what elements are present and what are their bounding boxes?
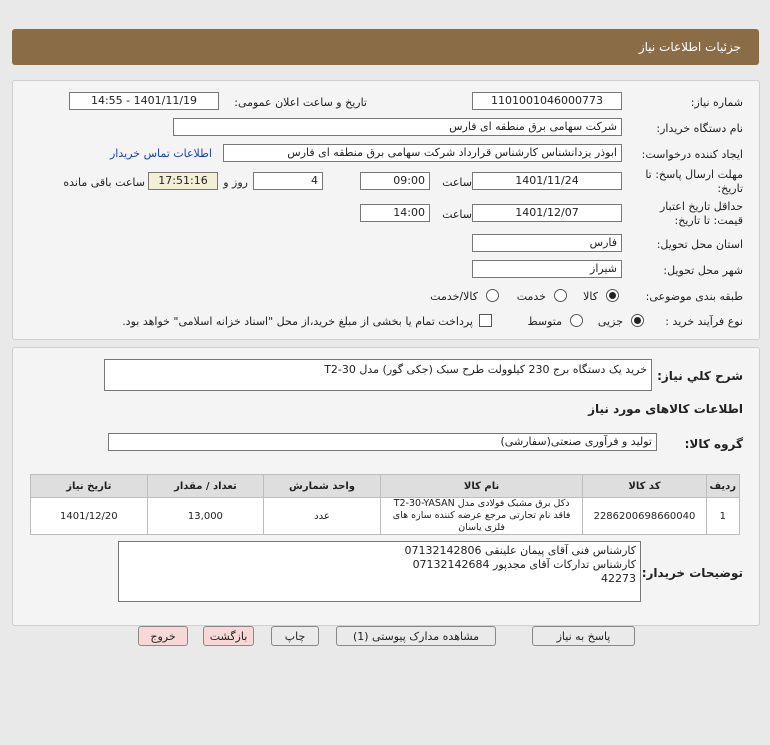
reply-button[interactable]: پاسخ به نیاز <box>532 626 635 646</box>
goods-group-label: گروه کالا: <box>684 437 743 451</box>
city-label: شهر محل تحویل: <box>663 264 743 277</box>
deadline-date-field: 1401/11/24 <box>472 172 622 190</box>
page-title: جزئیات اطلاعات نیاز <box>638 40 741 54</box>
table-row <box>31 498 740 535</box>
col-header-date: تاریخ نیاز <box>31 475 148 498</box>
buyer-notes-line-2: کارشناس تدارکات آقای مجدپور 07132142684 <box>412 558 636 571</box>
goods-group-field: تولید و فرآوری صنعتی(سفارشی) <box>108 433 657 451</box>
treasury-payment-note: پرداخت تمام یا بخشی از مبلغ خرید،از محل "اسناد خزانه اسلامی" خواهد بود. <box>122 315 473 328</box>
exit-button[interactable]: خروج <box>138 626 188 646</box>
buyer-label: نام دستگاه خریدار: <box>656 122 743 135</box>
buyer-notes-line-3: 42273 <box>601 572 636 585</box>
creator-field: ابوذر یزدانشناس کارشناس قرارداد شرکت سهامی برق منطقه ای فارس <box>223 144 622 162</box>
process-option-minor: جزیی <box>597 315 623 328</box>
col-header-qty: تعداد / مقدار <box>147 475 264 498</box>
table-header-row <box>31 475 740 498</box>
category-option-goods: کالا <box>583 290 598 303</box>
cell-date: 1401/12/20 <box>31 498 148 535</box>
cell-row: 1 <box>706 498 739 535</box>
validity-label-date: قیمت: تا تاریخ: <box>674 214 743 227</box>
category-radio-service[interactable] <box>554 289 567 302</box>
category-radio-goods[interactable] <box>606 289 619 302</box>
general-desc-field: خرید یک دستگاه برج 230 کیلوولت طرح سبک (جکی گور) مدل T2-30 <box>104 359 652 391</box>
province-label: استان محل تحویل: <box>656 238 743 251</box>
back-button[interactable]: بازگشت <box>203 626 254 646</box>
goods-table <box>30 474 740 535</box>
announce-field: 1401/11/19 - 14:55 <box>69 92 219 110</box>
creator-label: ایجاد کننده درخواست: <box>641 148 743 161</box>
col-header-name: نام کالا <box>380 475 583 498</box>
remaining-label: ساعت باقی مانده <box>63 176 145 189</box>
validity-time-label: ساعت <box>442 208 472 221</box>
process-label: نوع فرآیند خرید : <box>665 315 743 328</box>
province-field: فارس <box>472 234 622 252</box>
print-button[interactable]: چاپ <box>271 626 319 646</box>
city-field: شیراز <box>472 260 622 278</box>
need-number-field: 1101001046000773 <box>472 92 622 110</box>
cell-qty: 13,000 <box>147 498 264 535</box>
page-header <box>12 29 759 65</box>
validity-time-field: 14:00 <box>360 204 430 222</box>
category-label: طبقه بندی موضوعی: <box>645 290 743 303</box>
process-radio-minor[interactable] <box>631 314 644 327</box>
buyer-field: شرکت سهامی برق منطقه ای فارس <box>173 118 622 136</box>
view-attachments-button[interactable]: مشاهده مدارک پیوستی (1) <box>336 626 496 646</box>
announce-label: تاریخ و ساعت اعلان عمومی: <box>234 96 367 109</box>
cell-unit: عدد <box>264 498 381 535</box>
buyer-notes-label: توضیحات خریدار: <box>641 566 743 580</box>
process-radio-medium[interactable] <box>570 314 583 327</box>
deadline-label-date: تاریخ: <box>717 182 743 195</box>
validity-date-field: 1401/12/07 <box>472 204 622 222</box>
buyer-notes-line-1: کارشناس فنی آقای پیمان علینقی 07132142806 <box>404 544 636 557</box>
col-header-row: ردیف <box>706 475 739 498</box>
col-header-unit: واحد شمارش <box>264 475 381 498</box>
deadline-time-field: 09:00 <box>360 172 430 190</box>
deadline-label: مهلت ارسال پاسخ: تا <box>645 168 743 181</box>
category-option-service: خدمت <box>516 290 546 303</box>
treasury-payment-checkbox[interactable] <box>479 314 492 327</box>
validity-label: حداقل تاریخ اعتبار <box>659 200 743 213</box>
cell-code: 2286200698660040 <box>583 498 706 535</box>
category-radio-goods-service[interactable] <box>486 289 499 302</box>
buyer-notes-box <box>118 541 641 602</box>
goods-info-title: اطلاعات کالاهای مورد نیاز <box>588 402 743 416</box>
category-option-goods-service: کالا/خدمت <box>430 290 478 303</box>
col-header-code: کد کالا <box>583 475 706 498</box>
need-number-label: شماره نیاز: <box>690 96 743 109</box>
remaining-time-field: 17:51:16 <box>148 172 218 190</box>
days-label: روز و <box>223 176 248 189</box>
general-desc-label: شرح کلي نياز: <box>657 369 743 383</box>
contact-info-link[interactable]: اطلاعات تماس خریدار <box>110 147 212 160</box>
cell-name: دکل برق مشبک فولادی مدل T2-30-YASAN فاقد نام تجارتی مرجع عرضه کننده سازه های فلزی یاسان <box>380 498 583 535</box>
days-field: 4 <box>253 172 323 190</box>
process-option-medium: متوسط <box>527 315 562 328</box>
deadline-time-label: ساعت <box>442 176 472 189</box>
